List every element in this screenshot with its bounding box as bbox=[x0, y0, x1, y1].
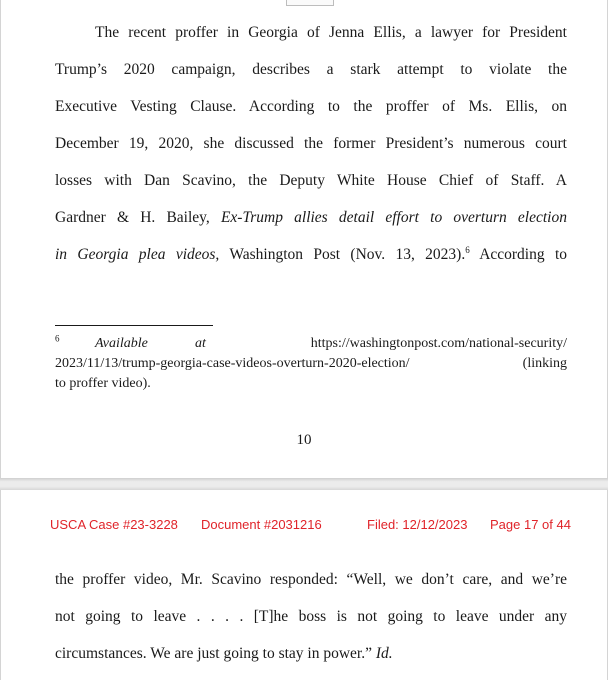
page-count-stamp: Page 17 of 44 bbox=[490, 517, 571, 532]
footnote-rule bbox=[55, 325, 213, 326]
footnote-available: Available bbox=[95, 336, 148, 351]
footnote-reference[interactable]: 6 bbox=[465, 244, 470, 255]
footnote-url-part2[interactable]: 2023/11/13/trump-georgia-case-videos-overturn-2020-election/ bbox=[55, 356, 410, 371]
footnote-line-2 bbox=[55, 355, 567, 373]
paragraph-line-7 bbox=[55, 246, 567, 264]
filed-date-stamp: Filed: 12/12/2023 bbox=[367, 517, 468, 532]
footnote-line-1 bbox=[55, 335, 567, 353]
paragraph-line-2: Trump’s 2020 campaign, describes a stark attempt to violate the bbox=[55, 61, 567, 78]
paragraph-line-5: losses with Dan Scavino, the Deputy White House Chief of Staff. A bbox=[55, 172, 567, 189]
quote-ending: circumstances. We are just going to stay in power.” bbox=[55, 645, 376, 662]
page-11-line-2: not going to leave . . . . [T]he boss is not going to leave under any bbox=[55, 608, 567, 625]
footnote-number: 6 bbox=[55, 333, 60, 344]
page-11-line-3 bbox=[55, 645, 567, 663]
id-citation: Id. bbox=[375, 645, 393, 662]
page-divider bbox=[0, 478, 608, 490]
footnote-url-part1[interactable]: https://washingtonpost.com/national-security/ bbox=[310, 336, 567, 351]
page-11-line-1: the proffer video, Mr. Scavino responded: “Well, we don’t care, and we’re bbox=[55, 571, 567, 588]
article-title: Ex-Trump allies detail effort to overturn election bbox=[220, 209, 567, 226]
paragraph-line-3: Executive Vesting Clause. According to the proffer of Ms. Ellis, on bbox=[55, 98, 567, 115]
paragraph-line-1: The recent proffer in Georgia of Jenna Ellis, a lawyer for President bbox=[95, 24, 567, 41]
footnote-line-3: to proffer video). bbox=[55, 376, 151, 391]
toolbar-remnant bbox=[286, 0, 334, 6]
paragraph-line-4: December 19, 2020, she discussed the former President’s numerous court bbox=[55, 135, 567, 152]
footnote-at: at bbox=[195, 336, 206, 351]
article-title-continued: in Georgia plea videos, bbox=[55, 246, 220, 263]
citation-authors: Gardner & H. Bailey, bbox=[55, 209, 221, 226]
paragraph-continuation: According to bbox=[469, 246, 568, 263]
paragraph-line-6 bbox=[55, 209, 567, 227]
case-number-stamp: USCA Case #23-3228 bbox=[50, 517, 178, 532]
page-number: 10 bbox=[296, 432, 312, 448]
document-number-stamp: Document #2031216 bbox=[201, 517, 322, 532]
publication: Washington Post (Nov. 13, 2023). bbox=[219, 246, 466, 263]
footnote-note-part1: (linking bbox=[522, 356, 567, 371]
